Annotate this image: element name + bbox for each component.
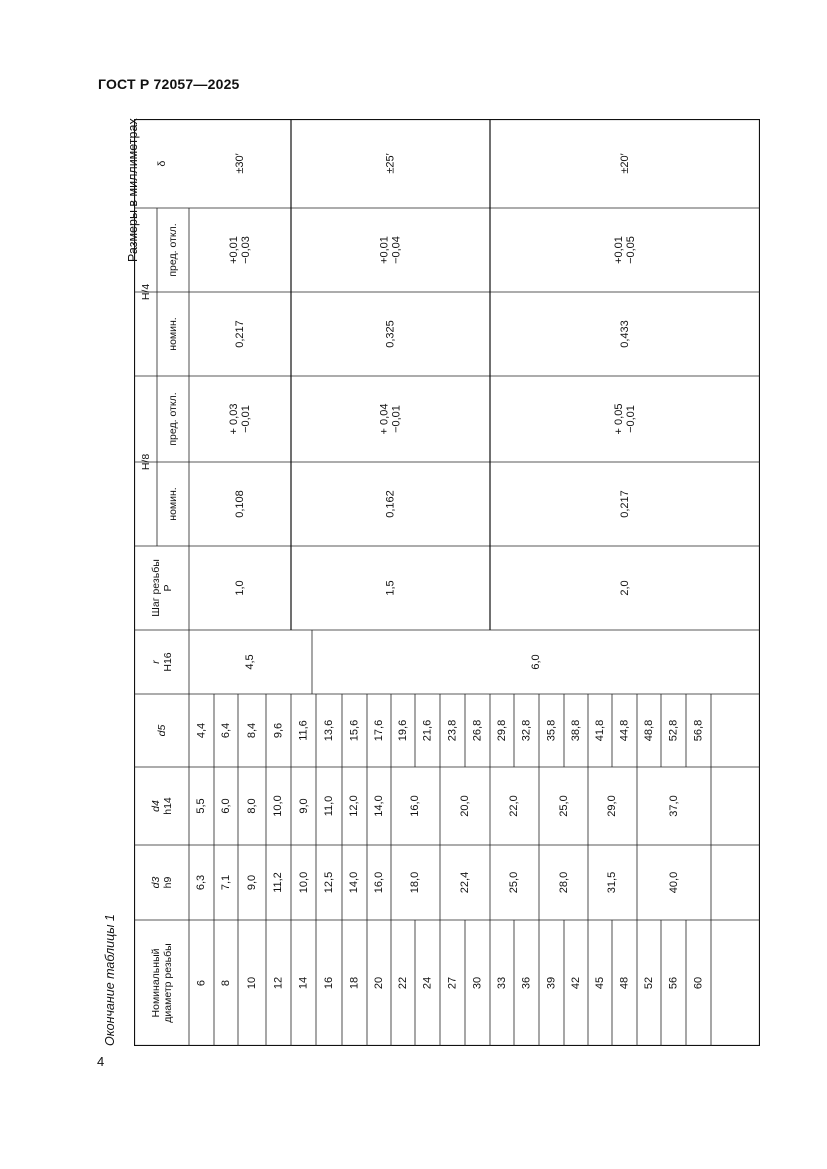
header-thread-pitch-line1: Шаг резьбы	[150, 559, 162, 617]
delta-cell: ±25′	[384, 153, 397, 174]
d4-cell: 25,0	[558, 795, 570, 817]
nominal-diameter-cell: 48	[618, 976, 631, 990]
d4-cell: 10,0	[272, 795, 284, 817]
header-r: r	[150, 660, 162, 664]
header-delta: δ	[156, 160, 168, 167]
table-caption: Окончание таблицы 1	[103, 914, 117, 1046]
d4-cell: 16,0	[409, 795, 421, 817]
h8-deviation-cell-line1: + 0,03	[228, 403, 240, 435]
d3-cell: 22,4	[459, 871, 471, 894]
nominal-diameter-cell: 33	[496, 976, 508, 990]
d3-cell: 31,5	[606, 871, 618, 894]
h4-nominal-cell: 0,433	[619, 320, 631, 348]
h4-deviation-cell-line2: −0,05	[625, 236, 637, 264]
d4-cell: 6,0	[220, 798, 232, 814]
d5-cell: 9,6	[272, 722, 285, 739]
d5-cell: 32,8	[520, 719, 533, 742]
h8-deviation-cell-line1: + 0,05	[613, 403, 625, 435]
nominal-diameter-cell: 6	[195, 979, 208, 987]
d4-cell: 20,0	[459, 795, 471, 817]
d3-cell: 40,0	[668, 871, 680, 894]
h4-nominal-cell: 0,325	[384, 320, 397, 348]
header-h8: H/8	[140, 453, 152, 471]
d5-cell: 56,8	[692, 719, 705, 742]
r-cell: 4,5	[244, 654, 256, 670]
d3-cell: 28,0	[558, 871, 570, 894]
d3-cell: 10,0	[298, 871, 310, 894]
d5-cell: 6,4	[220, 722, 232, 739]
d5-cell: 29,8	[496, 719, 508, 742]
h8-nominal-cell: 0,108	[234, 490, 246, 518]
h4-deviation-cell-line2: −0,04	[390, 236, 403, 264]
d4-cell: 37,0	[668, 795, 680, 817]
d3-cell: 7,1	[220, 874, 232, 891]
d5-cell: 15,6	[348, 719, 361, 742]
d3-cell: 9,0	[246, 874, 258, 891]
header-d5: d5	[156, 724, 168, 737]
h8-deviation-cell-line2: −0,01	[240, 405, 252, 433]
thread-pitch-cell: 1,5	[384, 580, 397, 596]
d5-cell: 41,8	[594, 719, 606, 742]
d3-cell: 16,0	[373, 871, 385, 894]
d5-cell: 35,8	[545, 719, 558, 742]
h4-deviation-cell-line1: +0,01	[378, 236, 391, 264]
d5-cell: 44,8	[618, 719, 631, 742]
nominal-diameter-cell: 10	[246, 976, 258, 990]
d4-cell: 5,5	[195, 798, 207, 814]
d5-cell: 19,6	[397, 719, 409, 742]
header-nominal-diameter-line1: Номинальный	[150, 948, 162, 1018]
header-d3: d3	[150, 876, 162, 889]
d4-cell: 22,0	[508, 795, 520, 817]
nominal-diameter-cell: 42	[570, 976, 582, 990]
h8-deviation-cell-line1: + 0,04	[378, 403, 391, 435]
d5-cell: 48,8	[643, 719, 655, 742]
h8-deviation-cell-line2: −0,01	[625, 405, 637, 433]
nominal-diameter-cell: 14	[297, 976, 310, 990]
nominal-diameter-cell: 22	[397, 976, 409, 990]
h4-deviation-cell-line1: +0,01	[228, 236, 240, 264]
d4-cell: 8,0	[246, 798, 258, 814]
delta-cell: ±30′	[234, 153, 246, 174]
delta-cell: ±20′	[619, 153, 631, 174]
r-cell: 6,0	[530, 654, 542, 670]
h8-deviation-cell-line2: −0,01	[390, 405, 403, 433]
nominal-diameter-cell: 20	[373, 976, 385, 990]
nominal-diameter-cell: 24	[421, 976, 434, 990]
d3-cell: 14,0	[348, 871, 360, 894]
header-h4: H/4	[140, 283, 152, 301]
d4-cell: 12,0	[348, 795, 360, 817]
d5-cell: 17,6	[373, 719, 385, 742]
nominal-diameter-cell: 16	[323, 976, 335, 990]
d5-cell: 4,4	[195, 722, 208, 739]
header-d4-tolerance: h14	[162, 797, 174, 815]
nominal-diameter-cell: 12	[272, 976, 285, 990]
nominal-diameter-cell: 60	[692, 976, 705, 990]
d5-cell: 38,8	[570, 719, 582, 742]
d5-cell: 26,8	[471, 719, 484, 742]
header-nominal-diameter-line2: диаметр резьбы	[162, 943, 174, 1023]
h4-deviation-cell-line2: −0,03	[240, 236, 252, 264]
d5-cell: 8,4	[246, 722, 258, 739]
nominal-diameter-cell: 45	[594, 976, 606, 990]
d4-cell: 29,0	[606, 795, 618, 817]
h4-nominal-cell: 0,217	[234, 320, 246, 348]
header-h4-deviation: пред. откл.	[167, 223, 179, 277]
header-r-tolerance: H16	[162, 652, 174, 672]
nominal-diameter-cell: 8	[220, 979, 232, 987]
d3-cell: 6,3	[195, 874, 207, 891]
nominal-diameter-cell: 18	[348, 976, 361, 990]
nominal-diameter-cell: 27	[446, 976, 459, 990]
nominal-diameter-cell: 52	[643, 976, 655, 990]
d4-cell: 9,0	[298, 798, 310, 814]
nominal-diameter-cell: 36	[520, 976, 533, 990]
nominal-diameter-cell: 39	[545, 976, 558, 990]
d3-cell: 11,2	[272, 872, 284, 893]
header-h8-nominal: номин.	[167, 487, 179, 521]
h8-nominal-cell: 0,217	[619, 490, 631, 518]
nominal-diameter-cell: 56	[667, 976, 680, 990]
d5-cell: 13,6	[323, 719, 335, 742]
h4-deviation-cell-line1: +0,01	[613, 236, 625, 264]
d3-cell: 25,0	[508, 871, 520, 894]
nominal-diameter-cell: 30	[471, 976, 484, 990]
header-thread-pitch-line2: P	[162, 584, 174, 592]
header-h4-nominal: номин.	[167, 317, 179, 351]
d5-cell: 23,8	[446, 719, 459, 742]
d3-cell: 12,5	[323, 871, 335, 894]
h8-nominal-cell: 0,162	[384, 490, 397, 518]
d4-cell: 11,0	[323, 795, 335, 817]
header-d3-tolerance: h9	[162, 876, 174, 889]
table-grid	[134, 119, 760, 1046]
units-note: Размеры в миллиметрах	[126, 118, 140, 262]
d3-cell: 18,0	[409, 871, 421, 894]
thread-dimensions-table	[134, 119, 760, 1046]
d5-cell: 11,6	[297, 720, 310, 741]
thread-pitch-cell: 2,0	[619, 580, 631, 596]
thread-pitch-cell: 1,0	[234, 580, 246, 596]
d5-cell: 52,8	[667, 719, 680, 742]
document-header: ГОСТ Р 72057—2025	[98, 76, 240, 92]
d4-cell: 14,0	[373, 795, 385, 817]
page-number: 4	[97, 1054, 105, 1069]
header-h8-deviation: пред. откл.	[167, 392, 179, 446]
header-d4: d4	[150, 800, 162, 812]
d5-cell: 21,6	[421, 719, 434, 742]
